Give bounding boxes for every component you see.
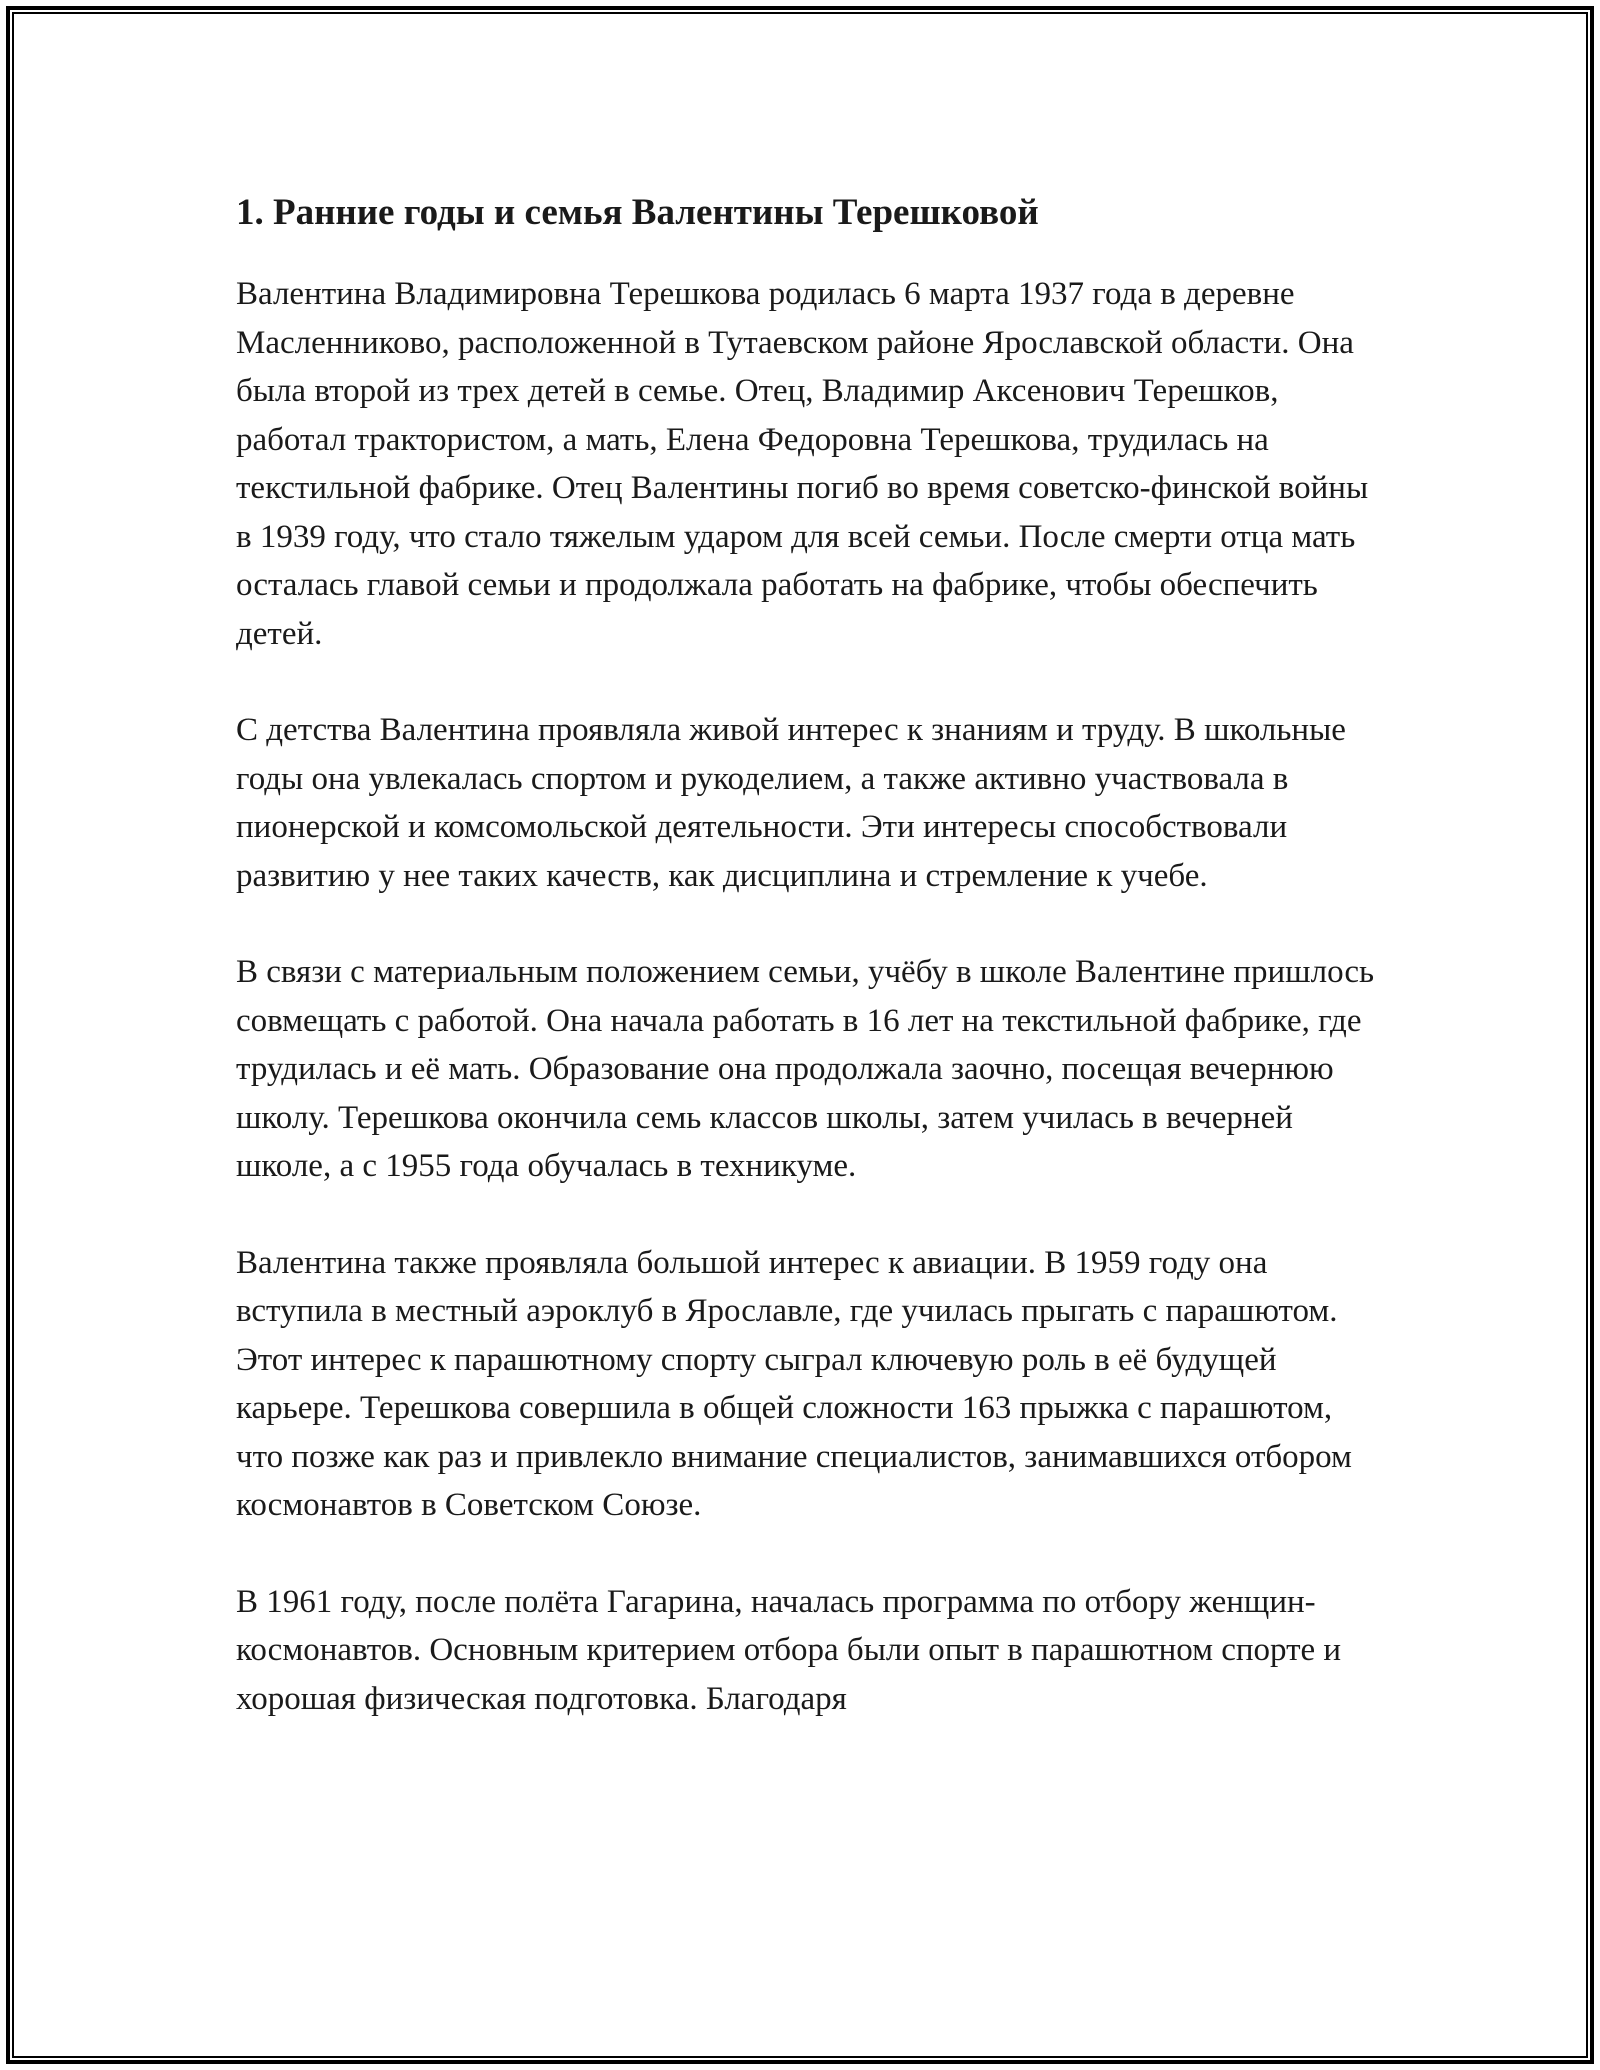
paragraph-childhood-interests: С детства Валентина проявляла живой интерес к знаниям и труду. В школьные годы она увлекалась спортом и рукоделием, а также активно участвовала в пионерской и комсомольской деятельности. Эти интересы способствовали развитию у нее таких качеств, как дисциплина и стремление к учебе. <box>236 712 1346 894</box>
paragraph-cosmonaut-selection: В 1961 году, после полёта Гагарина, началась программа по отбору женщин-космонавтов. Основным критерием отбора были опыт в парашютном спорте и хорошая физическая подготовка. Благодаря <box>236 1583 1342 1717</box>
paragraph-aviation: Валентина также проявляла большой интерес к авиации. В 1959 году она вступила в местный аэроклуб в Ярославле, где училась прыгать с парашютом. Этот интерес к парашютному спорту сыграл ключевую роль в её будущей карьере. Терешкова совершила в общей сложности 163 прыжка с парашютом, что позже как раз и привлекло внимание специалистов, занимавшихся отбором космонавтов в Советском Союзе. <box>236 1244 1352 1523</box>
paragraph-early-life: Валентина Владимировна Терешкова родилась 6 марта 1937 года в деревне Масленниково, расположенной в Тутаевском районе Ярославской области. Она была второй из трех детей в семье. Отец, Владимир Аксенович Терешков, работал трактористом, а мать, Елена Федоровна Терешкова, трудилась на текстильной фабрике. Отец Валентины погиб во время советско-финской войны в 1939 году, что стало тяжелым ударом для всей семьи. После смерти отца мать осталась главой семьи и продолжала работать на фабрике, чтобы обеспечить детей. <box>236 276 1369 652</box>
section-heading: 1. Ранние годы и семья Валентины Терешковой <box>236 192 1039 233</box>
paragraph-work-and-education: В связи с материальным положением семьи, учёбу в школе Валентине пришлось совмещать с работой. Она начала работать в 16 лет на текстильной фабрике, где трудилась и её мать. Образование она продолжала заочно, посещая вечернюю школу. Терешкова окончила семь классов школы, затем училась в вечерней школе, а с 1955 года обучалась в техникуме. <box>236 954 1375 1184</box>
document-body <box>236 186 1376 1723</box>
